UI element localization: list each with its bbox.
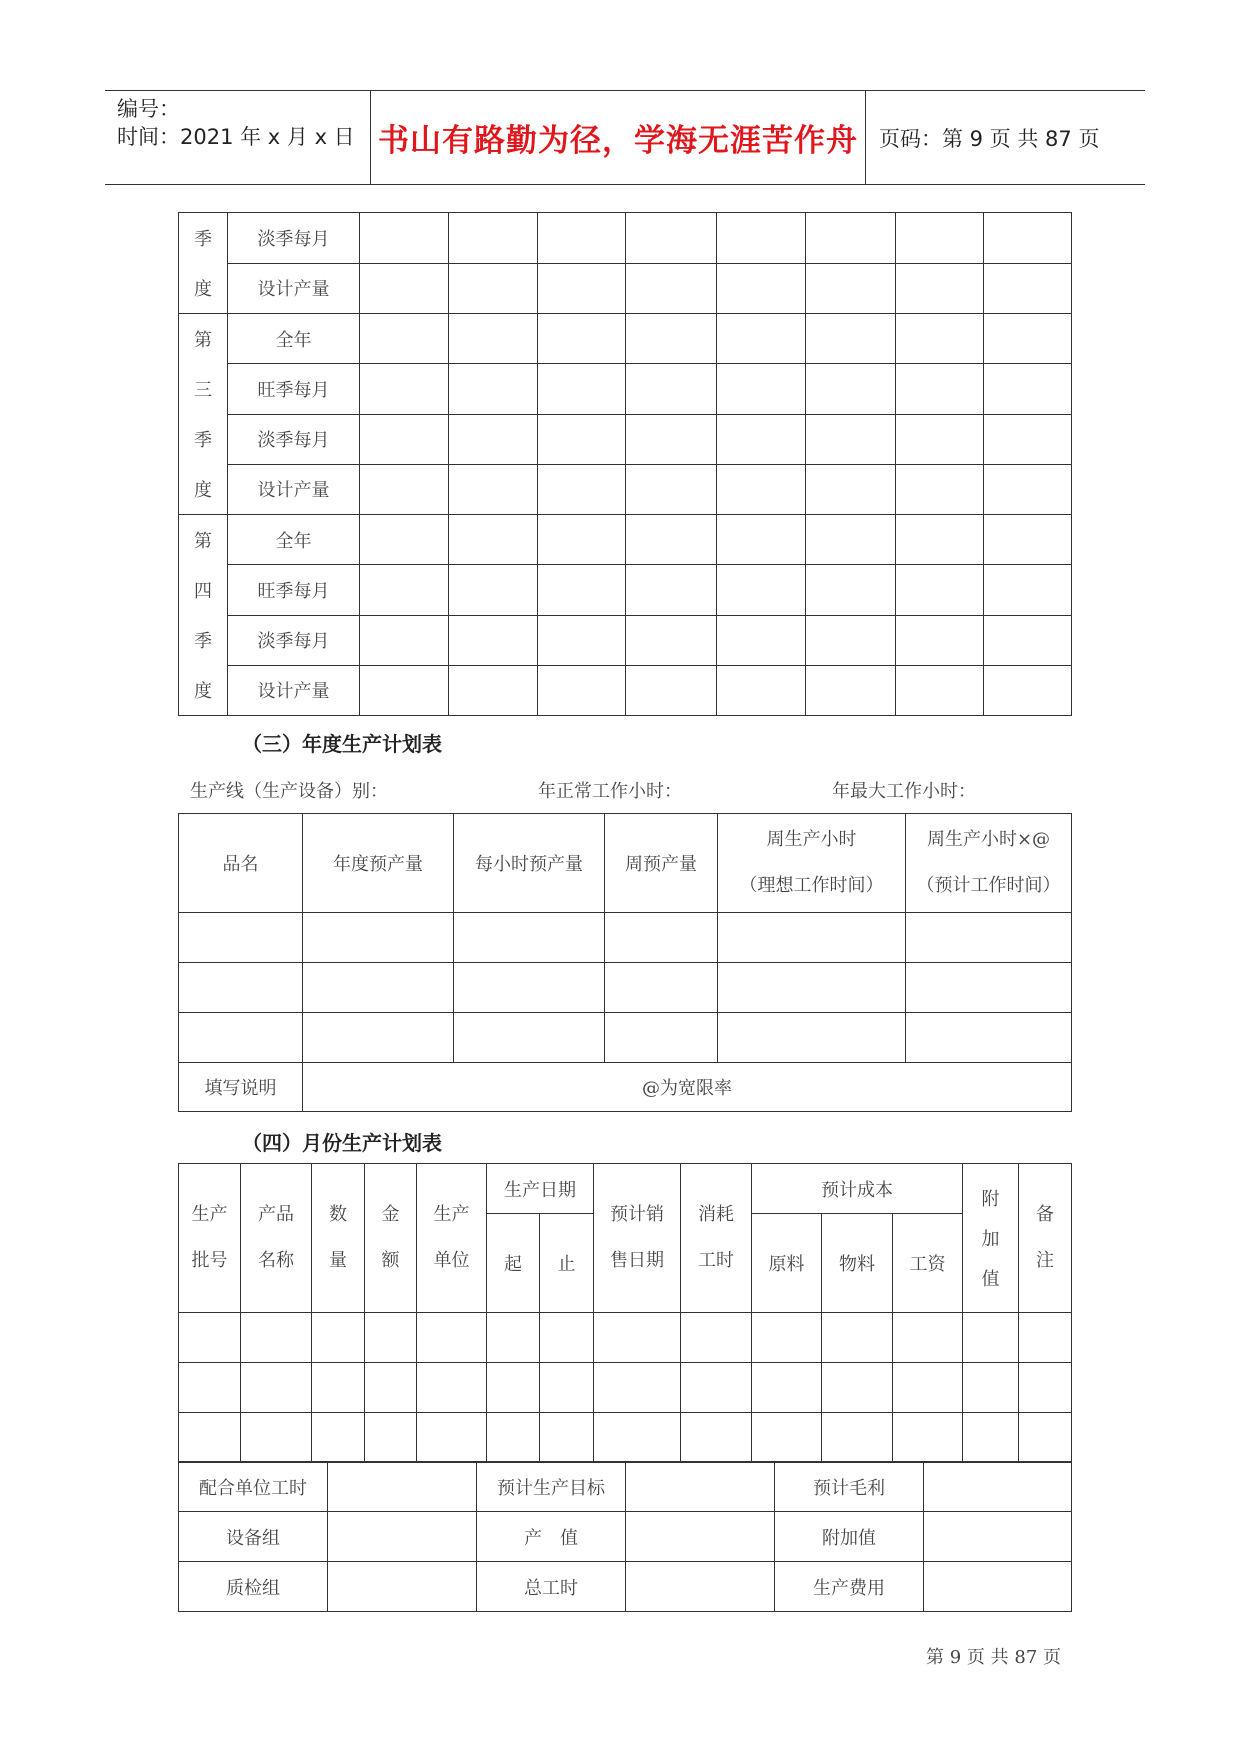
table-cell bbox=[360, 464, 449, 514]
table-cell bbox=[626, 263, 717, 314]
page-footer: 第 9 页 共 87 页 bbox=[926, 1647, 1061, 1668]
header-page bbox=[867, 91, 1145, 184]
monthly-plan-table bbox=[178, 1163, 1072, 1463]
header-added-value: 附 加 值 bbox=[963, 1164, 1019, 1313]
table-cell bbox=[717, 364, 806, 414]
table-cell bbox=[626, 414, 717, 464]
table-cell bbox=[538, 263, 626, 314]
table-row bbox=[179, 464, 1072, 514]
table-row bbox=[179, 314, 1072, 364]
summary-value bbox=[328, 1512, 477, 1562]
header-qty: 数 量 bbox=[312, 1164, 365, 1313]
table-cell bbox=[717, 314, 806, 364]
summary-label: 预计毛利 bbox=[775, 1462, 924, 1512]
quarter-label bbox=[179, 314, 228, 515]
table-cell bbox=[449, 615, 538, 665]
table-cell bbox=[896, 515, 984, 565]
table-row bbox=[179, 1512, 1072, 1562]
table-row bbox=[179, 1313, 1072, 1363]
row-label: 全年 bbox=[228, 314, 360, 364]
note-text: @为宽限率 bbox=[303, 1063, 1072, 1112]
table-cell bbox=[360, 565, 449, 615]
table-row bbox=[179, 1562, 1072, 1612]
table-cell bbox=[449, 414, 538, 464]
header-weekly-output: 周预产量 bbox=[605, 814, 718, 913]
table-cell bbox=[538, 364, 626, 414]
motto-text: 书山有路勤为径，学海无涯苦作舟 bbox=[378, 123, 858, 159]
table-cell bbox=[717, 213, 806, 264]
table-cell bbox=[360, 665, 449, 715]
table-cell bbox=[806, 364, 896, 414]
time-label: 时间：2021 年 x 月 x 日 bbox=[117, 125, 355, 149]
table-cell bbox=[806, 665, 896, 715]
table-cell bbox=[984, 364, 1072, 414]
table-row bbox=[179, 913, 1072, 963]
table-cell bbox=[538, 464, 626, 514]
table-cell bbox=[360, 314, 449, 364]
quarter-char: 三 bbox=[194, 380, 212, 401]
table-cell bbox=[896, 565, 984, 615]
table-cell bbox=[717, 665, 806, 715]
row-label: 淡季每月 bbox=[228, 213, 360, 264]
summary-value bbox=[626, 1462, 775, 1512]
table-cell bbox=[449, 314, 538, 364]
weekly-hours-rate-label: 周生产小时×@ bbox=[926, 829, 1051, 850]
quarter-char: 度 bbox=[194, 480, 212, 501]
table-cell bbox=[717, 565, 806, 615]
quarter-char: 四 bbox=[194, 581, 212, 602]
row-label: 设计产量 bbox=[228, 464, 360, 514]
quarter-char: 度 bbox=[194, 279, 212, 300]
table-cell bbox=[626, 464, 717, 514]
table-cell bbox=[538, 615, 626, 665]
header-amount: 金 额 bbox=[365, 1164, 417, 1313]
row-label: 旺季每月 bbox=[228, 565, 360, 615]
table-cell bbox=[538, 565, 626, 615]
table-cell bbox=[984, 565, 1072, 615]
summary-value bbox=[924, 1462, 1072, 1512]
section4-title: （四）月份生产计划表 bbox=[242, 1131, 442, 1155]
quarter-char: 度 bbox=[194, 681, 212, 702]
row-label: 淡季每月 bbox=[228, 615, 360, 665]
table-cell bbox=[360, 515, 449, 565]
header-hourly-output: 每小时预产量 bbox=[454, 814, 605, 913]
weekly-hours-label: 周生产小时 bbox=[766, 829, 857, 850]
summary-label: 配合单位工时 bbox=[179, 1462, 328, 1512]
quarter-char: 第 bbox=[194, 531, 212, 552]
monthly-summary-table bbox=[178, 1461, 1072, 1612]
table-cell bbox=[984, 263, 1072, 314]
table-cell bbox=[717, 515, 806, 565]
summary-label: 产 值 bbox=[477, 1512, 626, 1562]
table-cell bbox=[626, 615, 717, 665]
table-cell bbox=[626, 665, 717, 715]
table-cell bbox=[896, 314, 984, 364]
table-cell bbox=[806, 414, 896, 464]
table-row bbox=[179, 1013, 1072, 1063]
table-cell bbox=[806, 515, 896, 565]
table-cell bbox=[360, 414, 449, 464]
table-cell bbox=[538, 414, 626, 464]
table-cell bbox=[806, 615, 896, 665]
quarter-char: 季 bbox=[194, 229, 212, 250]
header-material: 物料 bbox=[822, 1214, 893, 1313]
summary-label: 设备组 bbox=[179, 1512, 328, 1562]
table-cell bbox=[717, 414, 806, 464]
table-cell bbox=[984, 665, 1072, 715]
page-header bbox=[105, 90, 1145, 185]
table-cell bbox=[717, 263, 806, 314]
header-start: 起 bbox=[487, 1214, 540, 1313]
table-cell bbox=[449, 464, 538, 514]
header-annual-output: 年度预产量 bbox=[303, 814, 454, 913]
table-row bbox=[179, 665, 1072, 715]
row-label: 设计产量 bbox=[228, 263, 360, 314]
table-cell bbox=[984, 464, 1072, 514]
table-cell bbox=[449, 364, 538, 414]
header-remark: 备 注 bbox=[1019, 1164, 1072, 1313]
annual-plan-table bbox=[178, 813, 1072, 1112]
table-cell bbox=[626, 364, 717, 414]
table-row bbox=[179, 364, 1072, 414]
table-row bbox=[179, 1413, 1072, 1463]
summary-label: 质检组 bbox=[179, 1562, 328, 1612]
table-row bbox=[179, 263, 1072, 314]
table-cell bbox=[984, 515, 1072, 565]
summary-value bbox=[626, 1512, 775, 1562]
table-cell bbox=[538, 213, 626, 264]
row-label: 设计产量 bbox=[228, 665, 360, 715]
table-cell bbox=[449, 213, 538, 264]
summary-label: 生产费用 bbox=[775, 1562, 924, 1612]
header-product: 产品 名称 bbox=[241, 1164, 312, 1313]
row-label: 全年 bbox=[228, 515, 360, 565]
max-hours-label: 年最大工作小时： bbox=[832, 781, 976, 802]
header-weekly-hours-ideal bbox=[718, 814, 906, 913]
table-cell bbox=[626, 213, 717, 264]
table-row bbox=[179, 414, 1072, 464]
quarter-char: 季 bbox=[194, 631, 212, 652]
production-line-label: 生产线（生产设备）别： bbox=[190, 781, 388, 802]
header-wage: 工资 bbox=[893, 1214, 963, 1313]
table-row bbox=[179, 1462, 1072, 1512]
table-cell bbox=[806, 314, 896, 364]
table-row bbox=[179, 565, 1072, 615]
table-cell bbox=[449, 515, 538, 565]
table-cell bbox=[896, 213, 984, 264]
ideal-time-label: （理想工作时间） bbox=[739, 875, 884, 896]
table-cell bbox=[806, 565, 896, 615]
table-cell bbox=[896, 464, 984, 514]
quarter-label bbox=[179, 515, 228, 716]
table-cell bbox=[626, 515, 717, 565]
estimated-time-label: （预计工作时间） bbox=[916, 875, 1061, 896]
table-cell bbox=[717, 464, 806, 514]
table-cell bbox=[449, 565, 538, 615]
header-unit: 生产 单位 bbox=[417, 1164, 487, 1313]
summary-value bbox=[924, 1562, 1072, 1612]
quarter-char: 季 bbox=[194, 430, 212, 451]
table-cell bbox=[806, 464, 896, 514]
number-label: 编号： bbox=[117, 97, 180, 121]
summary-label: 附加值 bbox=[775, 1512, 924, 1562]
table-cell bbox=[360, 615, 449, 665]
table-cell bbox=[538, 665, 626, 715]
table-row bbox=[179, 615, 1072, 665]
summary-label: 总工时 bbox=[477, 1562, 626, 1612]
table-cell bbox=[896, 665, 984, 715]
header-sale-date: 预计销 售日期 bbox=[594, 1164, 681, 1313]
table-cell bbox=[984, 213, 1072, 264]
table-cell bbox=[626, 565, 717, 615]
row-label: 淡季每月 bbox=[228, 414, 360, 464]
header-motto bbox=[371, 91, 866, 184]
quarter-label bbox=[179, 213, 228, 314]
header-meta bbox=[105, 91, 371, 184]
table-cell bbox=[538, 515, 626, 565]
summary-value bbox=[924, 1512, 1072, 1562]
note-label: 填写说明 bbox=[179, 1063, 303, 1112]
table-cell bbox=[360, 263, 449, 314]
header-labor-hours: 消耗 工时 bbox=[681, 1164, 752, 1313]
table-cell bbox=[717, 615, 806, 665]
table-cell bbox=[538, 314, 626, 364]
quarterly-table bbox=[178, 212, 1072, 716]
table-row bbox=[179, 515, 1072, 565]
table-cell bbox=[896, 263, 984, 314]
table-cell bbox=[984, 615, 1072, 665]
table-row bbox=[179, 213, 1072, 264]
table-cell bbox=[984, 414, 1072, 464]
table-cell bbox=[626, 314, 717, 364]
table-cell bbox=[896, 414, 984, 464]
header-weekly-hours-estimated bbox=[906, 814, 1072, 913]
header-end: 止 bbox=[540, 1214, 594, 1313]
table-cell bbox=[896, 364, 984, 414]
table-cell bbox=[360, 364, 449, 414]
table-cell bbox=[360, 213, 449, 264]
summary-value bbox=[328, 1562, 477, 1612]
table-cell bbox=[806, 213, 896, 264]
summary-label: 预计生产目标 bbox=[477, 1462, 626, 1512]
quarter-char: 第 bbox=[194, 330, 212, 351]
header-raw: 原料 bbox=[752, 1214, 822, 1313]
normal-hours-label: 年正常工作小时： bbox=[538, 781, 682, 802]
header-production-date: 生产日期 bbox=[487, 1164, 594, 1214]
header-estimated-cost: 预计成本 bbox=[752, 1164, 963, 1214]
row-label: 旺季每月 bbox=[228, 364, 360, 414]
page-label: 页码：第 9 页 共 87 页 bbox=[879, 126, 1100, 151]
summary-value bbox=[626, 1562, 775, 1612]
table-row bbox=[179, 963, 1072, 1013]
summary-value bbox=[328, 1462, 477, 1512]
table-cell bbox=[449, 263, 538, 314]
header-product-name: 品名 bbox=[179, 814, 303, 913]
table-row bbox=[179, 1363, 1072, 1413]
header-batch: 生产 批号 bbox=[179, 1164, 241, 1313]
table-cell bbox=[984, 314, 1072, 364]
table-cell bbox=[449, 665, 538, 715]
table-cell bbox=[806, 263, 896, 314]
section3-title: （三）年度生产计划表 bbox=[242, 732, 442, 756]
table-cell bbox=[896, 615, 984, 665]
